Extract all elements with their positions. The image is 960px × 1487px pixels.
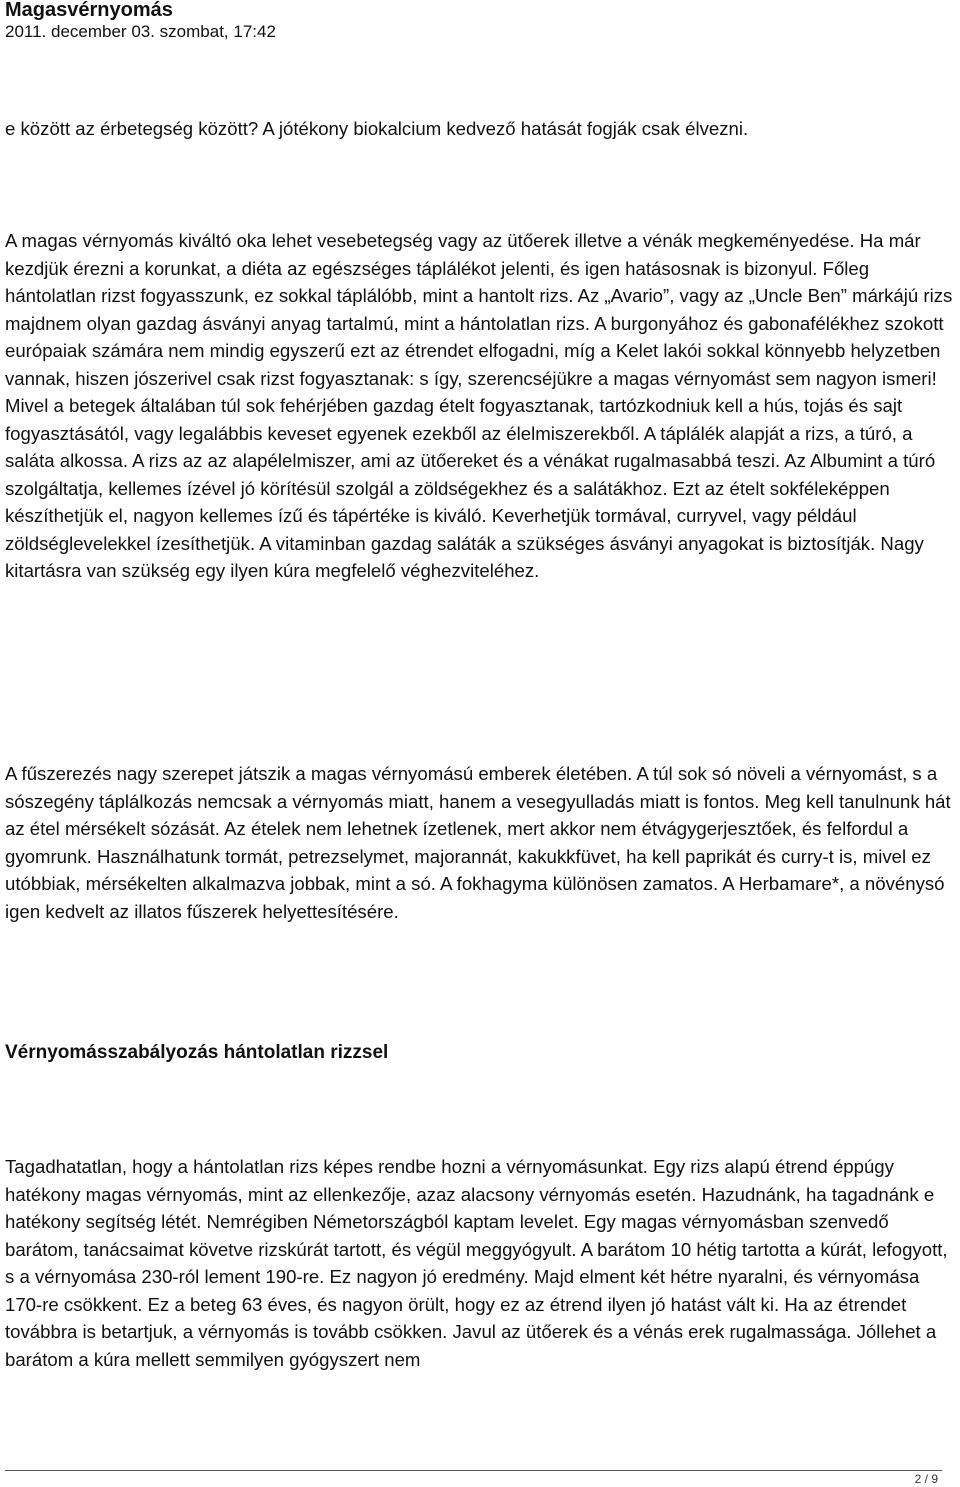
section-heading: Vérnyomásszabályozás hántolatlan rizzsel xyxy=(5,1042,389,1063)
page-number: 2 / 9 xyxy=(914,1472,938,1486)
article-paragraph-seasoning: A fűszerezés nagy szerepet játszik a magas vérnyomású emberek életében. A túl sok só növeli a vérnyomást, s a sószegény táplálkozás nemcsak a vérnyomás miatt, hanem a vesegyulladás miatt is fontos. Meg kell tanulnunk hát az étel mérsékelt sózását. Az ételek nem lehetnek ízetlenek, mert akkor nem étvágygerjesztőek, és felfordul a gyomrunk. Használhatunk tormát, petrezselymet, majorannát, kakukkfüvet, ha kell paprikát és curry-t is, mivel ez utóbbiak, mérsékelten alkalmazva jobbak, mint a só. A fokhagyma különösen zamatos. A Herbamare*, a növénysó igen kedvelt az illatos fűszerek helyettesítésére. xyxy=(5,763,951,922)
article-paragraph-rice-regulation: Tagadhatatlan, hogy a hántolatlan rizs képes rendbe hozni a vérnyomásunkat. Egy rizs alapú étrend éppúgy hatékony magas vérnyomás, mint az ellenkezője, azaz alacsony vérnyomás esetén. Hazudnánk, ha tagadnánk e hatékony segítség létét. Nemrégiben Németországból kaptam levelet. Egy magas vérnyomásban szenvedő barátom, tanácsaimat követve rizskúrát tartott, és végül meggyógyult. A barátom 10 hétig tartotta a kúrát, lefogyott, s a vérnyomása 230-ról lement 190-re. Ez nagyon jó eredmény. Majd elment két hétre nyaralni, és vérnyomása 170-re csökkent. Ez a beteg 63 éves, és nagyon örült, hogy ez az étrend ilyen jó hatást vált ki. Ha az étrendet továbbra is betartjuk, a vérnyomás is tovább csökken. Javul az ütőerek és a vénás erek rugalmassága. Jóllehet a barátom a kúra mellett semmilyen gyógyszert nem xyxy=(5,1156,948,1370)
article-paragraph-intro: e között az érbetegség között? A jótékony biokalcium kedvező hatását fogják csak élvezni. xyxy=(5,118,749,139)
publish-date: 2011. december 03. szombat, 17:42 xyxy=(5,22,276,41)
article-paragraph-rice-diet: A magas vérnyomás kiváltó oka lehet vesebetegség vagy az ütőerek illetve a vénák megkeményedése. Ha már kezdjük érezni a korunkat, a diéta az egészséges táplálékot jelenti, és igen hatásosnak is bizonyul. Főleg hántolatlan rizst fogyasszunk, ez sokkal táplálóbb, mint a hantolt rizs. Az „Avario”, vagy az „Uncle Ben” márkájú rizs majdnem olyan gazdag ásványi anyag tartalmú, mint a hántolatlan rizs. A burgonyához és gabonafélékhez szokott európaiak számára nem mindig egyszerű ezt az étrendet elfogadni, míg a Kelet lakói sokkal könnyebb helyzetben vannak, hiszen jószerivel csak rizst fogyasztanak: s így, szerencséjükre a magas vérnyomást sem nagyon ismeri! Mivel a betegek általában túl sok fehérjében gazdag ételt fogyasztanak, tartózkodniuk kell a hús, tojás és sajt fogyasztásától, vagy legalábbis keveset egyenek ezekből az élelmiszerekből. A táplálék alapját a rizs, a túró, a saláta alkossa. A rizs az az alapélelmiszer, ami az ütőereket és a vénákat rugalmasabbá teszi. Az Albumint a túró szolgáltatja, kellemes ízével jó körítésül szolgál a zöldségekhez és a salátákhoz. Ezt az ételt sokféleképpen készíthetjük el, nagyon kellemes ízű és tápértéke is kiváló. Keverhetjük tormával, curryvel, vagy például zöldséglevelekkel ízesíthetjük. A vitaminban gazdag saláták a szükséges ásványi anyagokat is biztosítják. Nagy kitartásra van szükség egy ilyen kúra megfelelő véghezviteléhez. xyxy=(5,230,953,581)
page-header xyxy=(5,0,945,43)
footer-divider xyxy=(5,1470,942,1471)
page-title: Magasvérnyomás xyxy=(5,0,173,21)
